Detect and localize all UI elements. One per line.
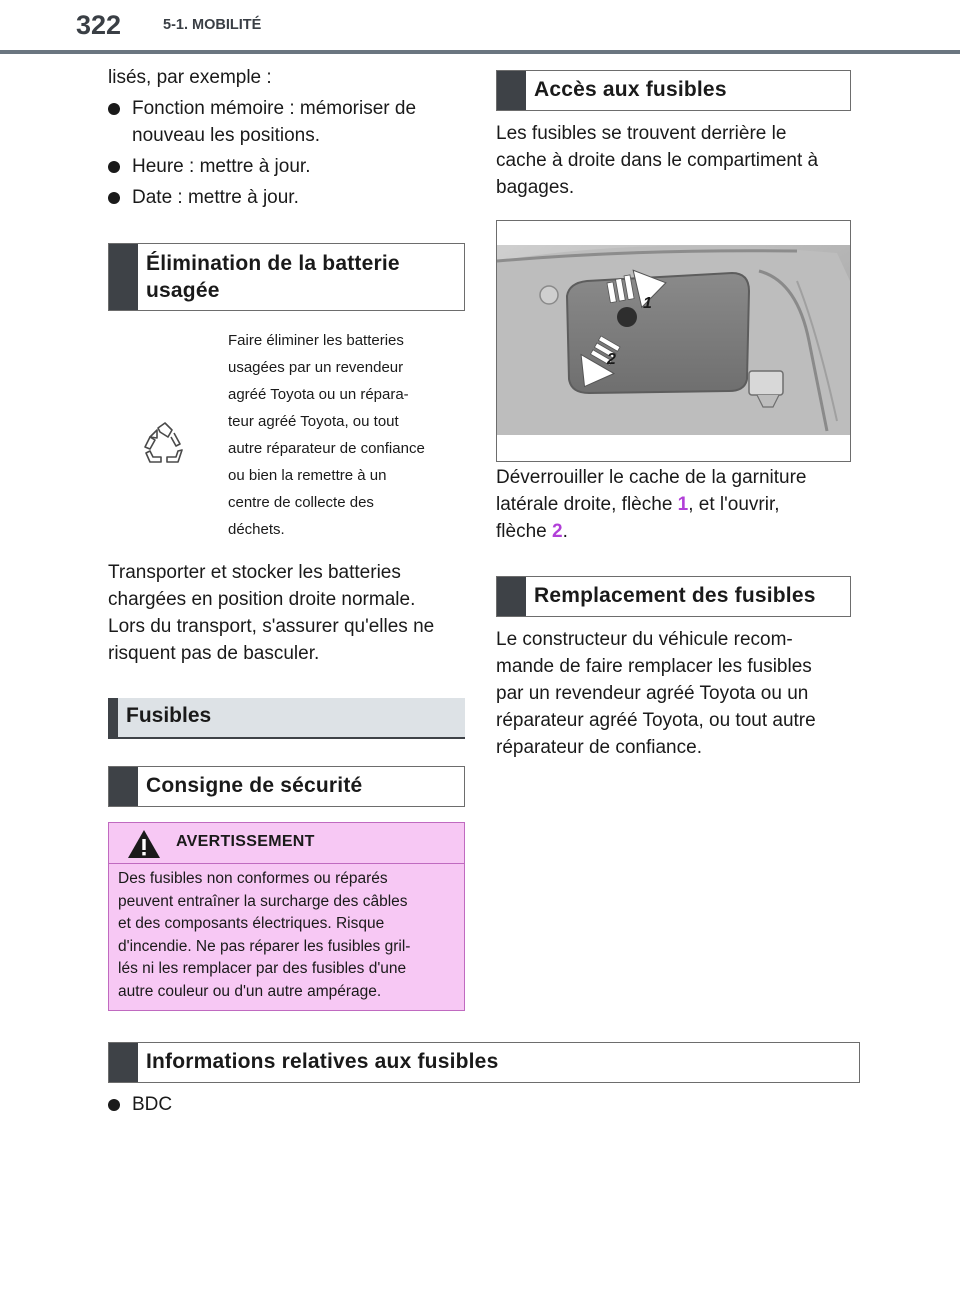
warning-text — [118, 868, 458, 1003]
list-item-text: BDC — [132, 1094, 173, 1115]
text-line: teur agréé Toyota, ou tout — [228, 413, 399, 430]
heading-tab — [497, 71, 526, 110]
text-line: d'incendie. Ne pas réparer les fusibles gril- — [118, 937, 411, 955]
page-number: 322 — [76, 10, 122, 40]
text-line — [496, 491, 856, 518]
text-line: agréé Toyota ou un répara- — [228, 386, 409, 403]
text-line: lés ni les remplacer par des fusibles d'une — [118, 960, 407, 977]
transport-text — [108, 559, 468, 667]
text-line: Des fusibles non conformes ou réparés — [118, 870, 388, 887]
text-line: Le constructeur du véhicule recom- — [496, 629, 793, 650]
text-line: ou bien la remettre à un — [228, 467, 387, 484]
heading-text: Consigne de sécurité — [146, 774, 363, 797]
text-line: réparateur de confiance. — [496, 737, 702, 758]
text-line: Déverrouiller le cache de la garniture — [496, 467, 807, 488]
heading-text: Informations relatives aux fusibles — [146, 1050, 499, 1073]
heading-remplacement — [496, 576, 851, 617]
warning-triangle-icon — [127, 829, 161, 859]
heading-consigne — [108, 766, 465, 807]
text-line — [496, 518, 856, 545]
text-line: Lors du transport, s'assurer qu'elles ne — [108, 616, 435, 637]
text-line: et des composants électriques. Risque — [118, 915, 385, 932]
heading-tab — [497, 577, 526, 616]
text-line: centre de collecte des — [228, 494, 374, 511]
text-line: Transporter et stocker les batteries — [108, 562, 401, 583]
heading-tab — [109, 1043, 138, 1082]
header-rule — [0, 50, 960, 54]
text-line: risquent pas de basculer. — [108, 643, 320, 664]
heading-text: Élimination de la batterie — [146, 252, 400, 275]
text-line: Les fusibles se trouvent derrière le — [496, 123, 787, 144]
heading-tab — [109, 244, 138, 310]
text-span: . — [562, 521, 568, 542]
heading-text: Remplacement des fusibles — [534, 584, 816, 607]
text-span: flèche — [496, 521, 552, 542]
text-line: Faire éliminer les batteries — [228, 332, 404, 349]
arrow-1-label: 1 — [643, 295, 652, 312]
list-item-text: Fonction mémoire : mémoriser de — [132, 98, 417, 119]
text-line: bagages. — [496, 177, 575, 198]
deverrouiller-text — [496, 464, 856, 545]
heading-elimination — [108, 243, 465, 311]
heading-acces — [496, 70, 851, 111]
heading-tab — [109, 767, 138, 806]
list-item-text: Heure : mettre à jour. — [132, 156, 311, 177]
bullet-icon — [108, 103, 120, 115]
trunk-illustration — [497, 221, 850, 461]
text-span: latérale droite, flèche — [496, 494, 678, 515]
acces-text — [496, 120, 856, 201]
intro-text: lisés, par exemple : — [108, 67, 272, 88]
list-item-text: Date : mettre à jour. — [132, 187, 299, 208]
text-line: déchets. — [228, 521, 285, 538]
elimination-text — [228, 327, 468, 543]
text-line: chargées en position droite normale. — [108, 589, 416, 610]
heading-text: Accès aux fusibles — [534, 78, 727, 101]
heading-text: Fusibles — [126, 704, 212, 727]
heading-fusibles — [108, 698, 465, 739]
warning-title: AVERTISSEMENT — [176, 833, 315, 850]
text-line: mande de faire remplacer les fusibles — [496, 656, 812, 677]
warning-header — [109, 823, 464, 864]
text-line: peuvent entraîner la surcharge des câbles — [118, 892, 408, 910]
text-line: cache à droite dans le compartiment à — [496, 150, 819, 171]
list-item-text: nouveau les positions. — [132, 125, 321, 146]
arrow-ref-2: 2 — [551, 521, 563, 542]
heading-text: usagée — [146, 279, 220, 302]
heading-informations — [108, 1042, 860, 1083]
text-line: réparateur agréé Toyota, ou tout autre — [496, 710, 816, 731]
text-line: usagées par un revendeur — [228, 359, 404, 376]
arrow-2-label: 2 — [607, 351, 616, 368]
text-line: par un revendeur agréé Toyota ou un — [496, 683, 809, 704]
remplacement-text — [496, 626, 856, 761]
trunk-photo — [496, 220, 851, 462]
text-span: , et l'ouvrir, — [688, 494, 780, 515]
warning-box — [108, 822, 465, 1011]
arrow-ref-1: 1 — [677, 494, 689, 515]
bullet-icon — [108, 161, 120, 173]
text-line: autre couleur ou d'un autre ampérage. — [118, 982, 382, 1000]
section-title: 5-1. MOBILITÉ — [163, 17, 262, 33]
recycle-icon — [140, 420, 190, 470]
bullet-icon — [108, 192, 120, 204]
text-line: autre réparateur de confiance — [228, 440, 425, 457]
bullet-icon — [108, 1099, 120, 1111]
heading-tab — [108, 698, 118, 737]
